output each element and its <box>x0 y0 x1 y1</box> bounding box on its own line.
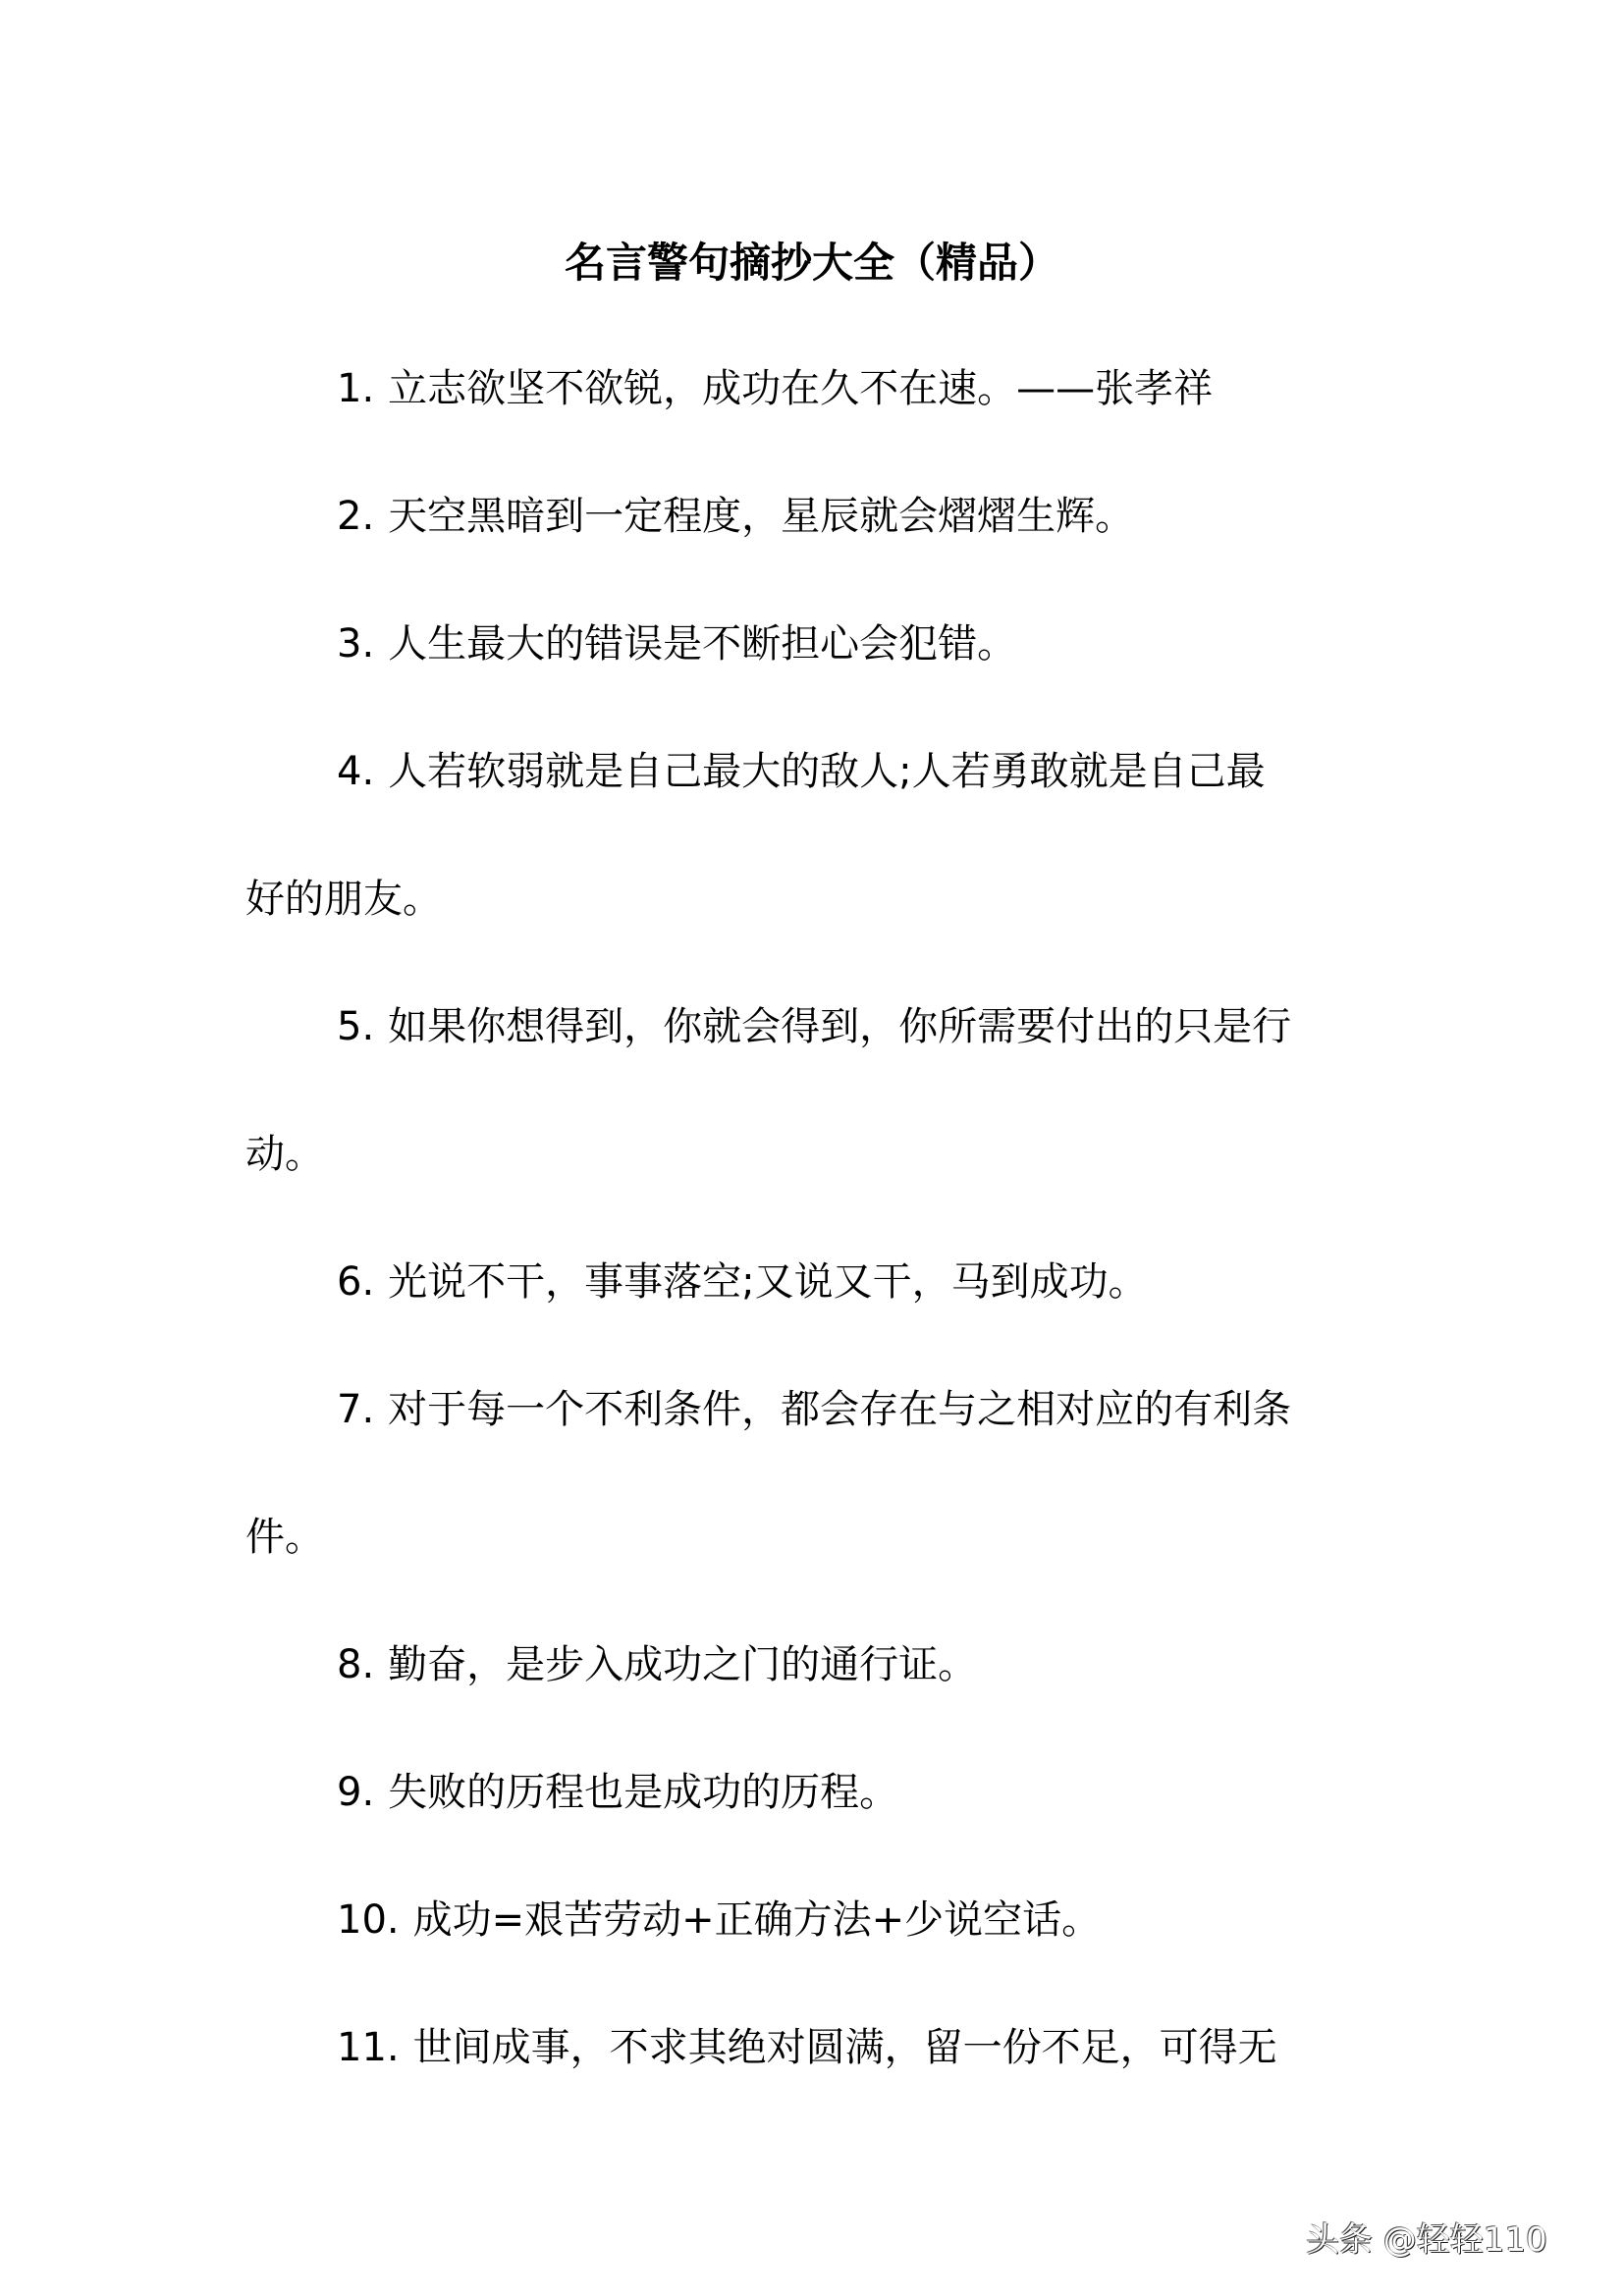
watermark: 头条 @轻轻110 <box>1306 2220 1547 2260</box>
item-text: 立志欲坚不欲锐，成功在久不在速。——张孝祥 <box>388 366 1214 411</box>
item-text: 光说不干，事事落空;又说又干，马到成功。 <box>388 1259 1148 1305</box>
quote-item-2 <box>337 487 1134 546</box>
item-number: 1. <box>337 366 375 411</box>
item-number: 7. <box>337 1387 375 1432</box>
item-number: 3. <box>337 621 375 667</box>
item-text: 成功=艰苦劳动+正确方法+少说空话。 <box>412 1897 1102 1943</box>
quote-item-5 <box>337 997 1291 1056</box>
item-number: 2. <box>337 494 375 539</box>
item-text: 世间成事，不求其绝对圆满，留一份不足，可得无 <box>412 2025 1277 2070</box>
item-number: 6. <box>337 1259 375 1305</box>
item-number: 4. <box>337 749 375 794</box>
item-text: 天空黑暗到一定程度，星辰就会熠熠生辉。 <box>388 494 1135 539</box>
quote-item-4 <box>337 742 1266 801</box>
quote-item-7-continuation: 件。 <box>245 1515 324 1560</box>
item-text: 失败的历程也是成功的历程。 <box>388 1770 899 1815</box>
quote-item-11 <box>337 2018 1277 2077</box>
quote-item-3 <box>337 614 1016 673</box>
quote-item-10 <box>337 1891 1101 1949</box>
document-title: 名言警句摘抄大全（精品） <box>564 239 1059 287</box>
item-text: 对于每一个不利条件，都会存在与之相对应的有利条 <box>388 1387 1292 1432</box>
item-number: 11. <box>337 2025 400 2070</box>
quote-item-1 <box>337 359 1213 418</box>
item-number: 9. <box>337 1770 375 1815</box>
quote-item-5-continuation: 动。 <box>245 1132 324 1177</box>
quote-item-8 <box>337 1635 977 1694</box>
item-number: 8. <box>337 1642 375 1687</box>
item-text: 人生最大的错误是不断担心会犯错。 <box>388 621 1017 667</box>
item-number: 5. <box>337 1004 375 1049</box>
quote-item-4-continuation: 好的朋友。 <box>245 877 442 922</box>
quote-item-6 <box>337 1253 1148 1311</box>
quote-item-7 <box>337 1380 1291 1439</box>
quote-item-9 <box>337 1763 898 1822</box>
item-number: 10. <box>337 1897 400 1943</box>
item-text: 人若软弱就是自己最大的敌人;人若勇敢就是自己最 <box>388 749 1266 794</box>
item-text: 如果你想得到，你就会得到，你所需要付出的只是行 <box>388 1004 1292 1049</box>
item-text: 勤奋，是步入成功之门的通行证。 <box>388 1642 978 1687</box>
